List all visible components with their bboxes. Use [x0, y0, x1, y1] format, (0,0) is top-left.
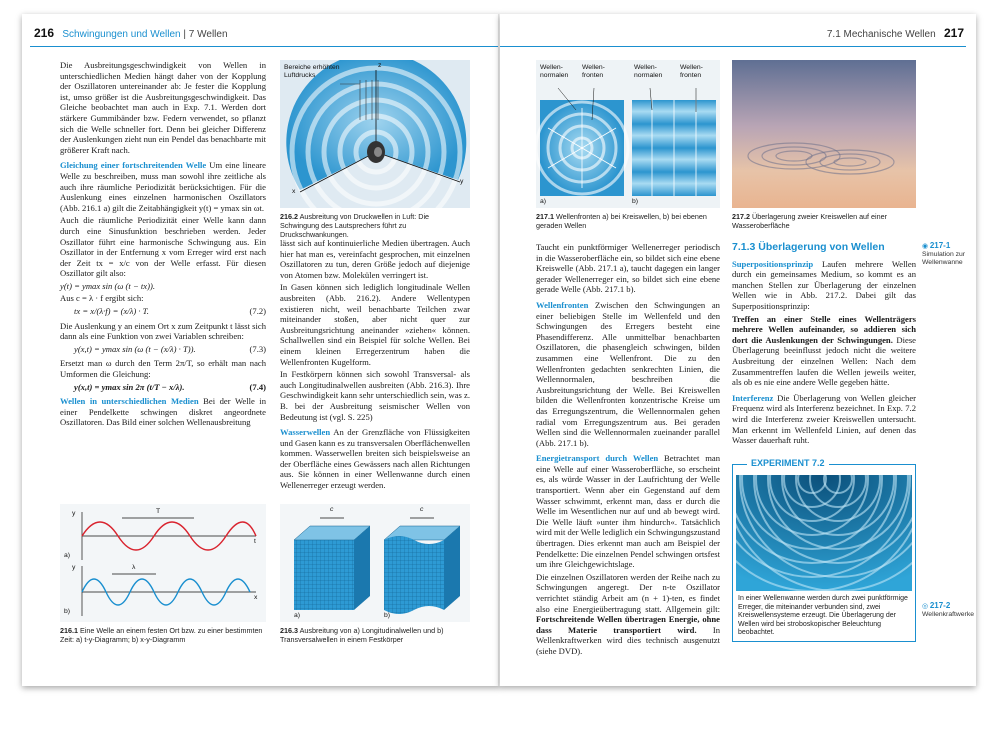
- experiment-title: EXPERIMENT 7.2: [747, 458, 829, 468]
- keyword-heading: Wellen in unterschiedlichen Medien: [60, 396, 199, 407]
- paragraph: Taucht ein punktförmiger Wellenerreger periodisch in die Wasseroberfläche ein, so bildet sich eine ebene Kreiswelle (Abb. 217.1 a), taucht dagegen ein langer gerader Wellenerreger ein, so bildet sich eine ebene gerade Welle (Abb. 217.1 b).: [536, 242, 720, 295]
- left-page: [22, 14, 500, 686]
- right-col1: [536, 242, 720, 659]
- paragraph: Zwischen den Schwingungen an einer beliebigen Stelle im Wellenfeld und den Schwingungen des Erregers besteht eine Phasendifferenz. Alle unmittelbar benachbarten Oszillatoren, die phasengleich schwingen, bilden zusammen eine Wellenfront. Die zu den Wellenfronten gedachten senkrechten Linien, die Wellennormalen, beschreiben die Ausbreitungsrichtung der Welle. Bei Kreiswellen bilden die Wellenfronten konzentrische Kreise um das Erregungszentrum, die Wellennormalen gehen radial vom Erregungszentrum aus. Bei geraden Wellen sind die Wellennormalen zueinander parallel (Abb. 217.1 b).: [536, 299, 720, 448]
- paragraph: Bei der Welle in einer Pendelkette schwingen diskret angeordnete Oszillatoren. Das Bild einer solchen Wellenausbreitung: [60, 396, 266, 428]
- panel-b-label: b): [632, 198, 639, 205]
- right-header: [827, 26, 964, 46]
- keyword-heading: Wasserwellen: [280, 427, 331, 438]
- keyword-heading: Superpositionsprinzip: [732, 258, 814, 269]
- panel-a-label: a): [64, 552, 71, 559]
- wavefront-diagram: [536, 60, 720, 208]
- side-text: Wellenkraftwerke: [922, 611, 975, 618]
- caption-217-1: 217.1 Wellenfronten a) bei Kreiswellen, b) bei ebenen geraden Wellen: [536, 212, 707, 230]
- paragraph: Betrachtet man eine Welle auf einer Wasseroberfläche, so erscheint es, als würde Wasser in der Laufrichtung der Welle transportiert. Wenn aber ein Gegenstand auf dem Wasser schwimmt, erkennt man, dass er durch die Welle im Wesentlichen nur auf und ab bewegt wird. Die Welle läuft »unter ihm hindurch«. Tatsächlich wird mit der Welle lediglich ein Schwingungszustand übertragen. Dies erkennt man auch am Beispiel der Pendelkette: Die einzelnen Pendel schwingen ortsfest um ihre Gleichgewichtslage.: [536, 453, 720, 570]
- pressure-wave-diagram: [280, 60, 470, 208]
- left-header: [34, 26, 228, 46]
- paragraph: Diese Überlagerung beeinflusst jedoch nicht die weitere Ausbreitung der einzelnen Wellen: Nach dem Zusammentreffen laufen die Wellen jeweils weiter, als ob es nie eine andere Welle gegeben hätte.: [732, 334, 916, 388]
- keyword-heading: Gleichung einer fortschreitenden Welle: [60, 160, 207, 171]
- figure-216-2: [280, 60, 470, 208]
- t-axis-label: t: [254, 538, 256, 545]
- header-section: 7.1 Mechanische Wellen: [826, 29, 936, 40]
- velocity-label-a: c: [330, 506, 334, 513]
- panel-a-label: a): [294, 612, 301, 619]
- axis-x-label: x: [292, 188, 296, 195]
- solid-waves-diagram: [280, 504, 470, 622]
- paragraph: Die Ausbreitungsgeschwindigkeit von Wellen in unterschiedlichen Medien hängt daher von der Kopplung der Oszillatoren untereinander ab: Je fester die Kopplung ist, umso größer ist die Ausbreitungsgeschwindigkeit. Das Gleiche beobachtet man auch in Exp. 7.1. Werden dort stärkere Gummibänder bzw. Federn verwendet, so pflanzt sich die Welle schneller fort. Denn bei gleicher Differenz der Auslenkungen zieht nun ein Pendel das benachbarte mit größerer Kraft nach.: [60, 60, 266, 155]
- key-statement: Fortschreitende Wellen übertragen Energie, ohne dass Materie transportiert wird.: [536, 614, 720, 635]
- velocity-label-b: c: [420, 506, 424, 513]
- paragraph: Auch die räumliche Periodizität einer Welle kann dann durch eine Sinusfunktion beschrieben werden. Jeder Oszillator führt eine harmonische Schwingung aus. Ein Oszillator in der Entfernung x vom Erreger wird erst nach der Zeit tx = x/c von der Welle erfasst. Für diesen Oszillator gilt also:: [60, 215, 266, 279]
- label-normals-a: Wellen-normalen: [540, 64, 569, 79]
- left-page-number: 216: [34, 26, 55, 40]
- equation-7-3: y(x,t) = ymax sin (ω (t − (x/λ) · T)). (7.3): [74, 343, 266, 354]
- header-section: 7 Wellen: [188, 29, 228, 40]
- y-axis-label-b: y: [72, 564, 76, 571]
- high-pressure-label: Bereiche erhöhten Luftdrucks: [284, 64, 340, 79]
- paragraph: Die Überlagerung von Wellen gleicher Frequenz wird als Interferenz bezeichnet. In Exp. 7.2 wird die Interferenz zweier Kreiswellen untersucht. Man erkennt im Wellenfeld Linien, auf denen das Wasser dauerhaft ruht.: [732, 392, 917, 446]
- caption-216-1: 216.1 Eine Welle an einem festen Ort bzw. zu einer bestimmten Zeit: a) t-y-Diagramm; b) x-y-Diagramm: [60, 626, 263, 644]
- keyword-heading: Energietransport durch Wellen: [536, 453, 659, 464]
- left-col2: [280, 238, 470, 493]
- paragraph: In Wellenkraftwerken wird dies technisch ausgenutzt (siehe DVD).: [536, 624, 721, 656]
- figure-217-1: [536, 60, 720, 208]
- panel-b-label: b): [64, 608, 71, 615]
- header-rule: [500, 46, 966, 47]
- equation-7-4: y(x,t) = ymax sin 2π (t/T − x/λ). (7.4): [74, 381, 266, 392]
- caption-216-3: 216.3 Ausbreitung von a) Longitudinalwellen und b) Transversalwellen in einem Festkörper: [280, 626, 444, 644]
- right-page-number: 217: [943, 26, 964, 40]
- paragraph: Die einzelnen Oszillatoren werden der Reihe nach zu Schwingungen angeregt. Der n-te Oszillator verrichtet ständig Arbeit am (n + 1)-ten, es findet also eine Energieübertragung statt. Allgemein gilt:: [536, 571, 720, 614]
- paragraph: Laufen mehrere Wellen durch ein gemeinsames Medium, so kommt es an manchen Stellen zur Überlagerung der einzelnen Wellen wie in Abb. 217.2. Dabei gilt das Superpositionsprinzip:: [732, 258, 917, 311]
- axis-z-label: z: [378, 62, 382, 69]
- header-divider: |: [183, 29, 186, 40]
- paragraph: Ersetzt man ω durch den Term 2π/T, so erhält man nach Umformen die Gleichung:: [60, 358, 266, 380]
- equation-7-2: tx = x/(λ·f) = (x/λ) · T. (7.2): [74, 306, 266, 317]
- paragraph: An der Grenzfläche von Flüssigkeiten und Gasen kann es zu transversalen Oberflächenwellen kommen. Wasserwellen breiten sich beispielsweise an der Oberfläche eines Gewässers nach allen Richtungen aus. Sie können in einer Wellenwanne durch einen Wellenerreger erzeugt werden.: [280, 427, 470, 491]
- label-fronts-a: Wellen-fronten: [582, 64, 605, 79]
- side-note-power-plants[interactable]: [922, 601, 975, 619]
- header-chapter[interactable]: Schwingungen und Wellen: [62, 29, 181, 40]
- paragraph: In Gasen können sich lediglich longitudinale Wellen ausbreiten (Abb. 216.2). Andere Wellentypen existieren nicht, weil benachbarte Teilchen zwar miteinander stoßen, aber nicht quer zur Ausbreitungsrichtung aneinander »ziehen« können. Schallwellen sind ein Beispiel für solche Wellen. Bei einem kleinen Erregerzentrum haben die Wellenfronten Kugelform.: [280, 282, 470, 367]
- equation-inline: Aus c = λ · f ergibt sich:: [60, 293, 144, 304]
- label-fronts-b: Wellen-fronten: [680, 64, 703, 79]
- figure-216-3: [280, 504, 470, 622]
- media-icon: ◉: [922, 243, 928, 250]
- period-label: T: [156, 508, 161, 515]
- panel-b-label: b): [384, 612, 391, 619]
- experiment-description: In einer Wellenwanne werden durch zwei punktförmige Erreger, die miteinander verbunden sind, zwei Kreiswellensysteme erzeugt. Die Überlagerung der Wellen wird bei stroboskopischer Beleuchtung beobachtet.: [738, 595, 908, 637]
- right-page: [500, 14, 976, 686]
- figure-217-2: [732, 60, 916, 208]
- section-heading: 7.1.3 Überlagerung von Wellen: [732, 241, 885, 253]
- caption-217-2: 217.2 Überlagerung zweier Kreiswellen auf einer Wasseroberfläche: [732, 212, 888, 230]
- paragraph: Die Auslenkung y an einem Ort x zum Zeitpunkt t lässt sich dann als eine Funktion von zwei Variablen schreiben:: [60, 320, 266, 342]
- caption-216-2: 216.2 Ausbreitung von Druckwellen in Luft: Die Schwingung des Lautsprechers führt zu Druckschwankungen.: [280, 212, 430, 239]
- keyword-heading: Wellenfronten: [536, 299, 589, 310]
- axis-y-label: y: [460, 178, 464, 185]
- key-statement: Treffen an einer Stelle eines Wellenträgers mehrere Wellen aufeinander, so addieren sich dort die Auslenkungen der Schwingungen.: [732, 313, 916, 345]
- left-col1: [60, 60, 266, 430]
- equation-inline: y(t) = ymax sin (ω (t − tx)).: [60, 280, 155, 291]
- label-normals-b: Wellen-normalen: [634, 64, 663, 79]
- side-ref: 217-1: [929, 241, 951, 250]
- panel-a-label: a): [540, 198, 547, 205]
- header-rule: [30, 46, 500, 47]
- side-text: Simulation zur Wellenwanne: [922, 251, 966, 266]
- paragraph: lässt sich auf kontinuierliche Medien übertragen. Auch hier hat man es, vereinfacht gesprochen, mit einzelnen Oszillatoren zu tun, deren Größe jedoch auf diejenige von Atomen bzw. Molekülen verringert ist.: [280, 238, 470, 280]
- side-note-simulation[interactable]: [922, 242, 972, 267]
- keyword-heading: Interferenz: [732, 392, 774, 403]
- paragraph: Um eine lineare Welle zu beschreiben, muss man sowohl ihre zeitliche als auch ihre räumliche Periodizität berücksichtigen. Für die Auslenkung eines einzelnen harmonischen Oszillators (Abb. 216.1 a) gilt die Zeitabhängigkeit y(t) = ymax sin ωt.: [60, 160, 266, 213]
- paragraph: In Festkörpern können sich sowohl Transversal- als auch Longitudinalwellen ausbreiten (Abb. 216.3). Ihre Geschwindigkeit kann sehr unterschiedlich sein, was z. B. bei der Ausbreitung seismischer Wellen von Bedeutung ist (vgl. S. 225): [280, 369, 470, 422]
- experiment-box: [732, 458, 916, 642]
- dvd-icon: ◎: [922, 603, 928, 610]
- wavelength-label: λ: [132, 564, 136, 571]
- water-ripples-photo: [732, 60, 916, 208]
- wave-diagrams: [60, 504, 266, 622]
- y-axis-label-a: y: [72, 510, 76, 517]
- side-ref: 217-2: [929, 601, 951, 610]
- x-axis-label: x: [254, 594, 258, 601]
- ripple-tank-photo: [736, 475, 912, 591]
- right-col2: [732, 242, 916, 448]
- figure-216-1: [60, 504, 266, 622]
